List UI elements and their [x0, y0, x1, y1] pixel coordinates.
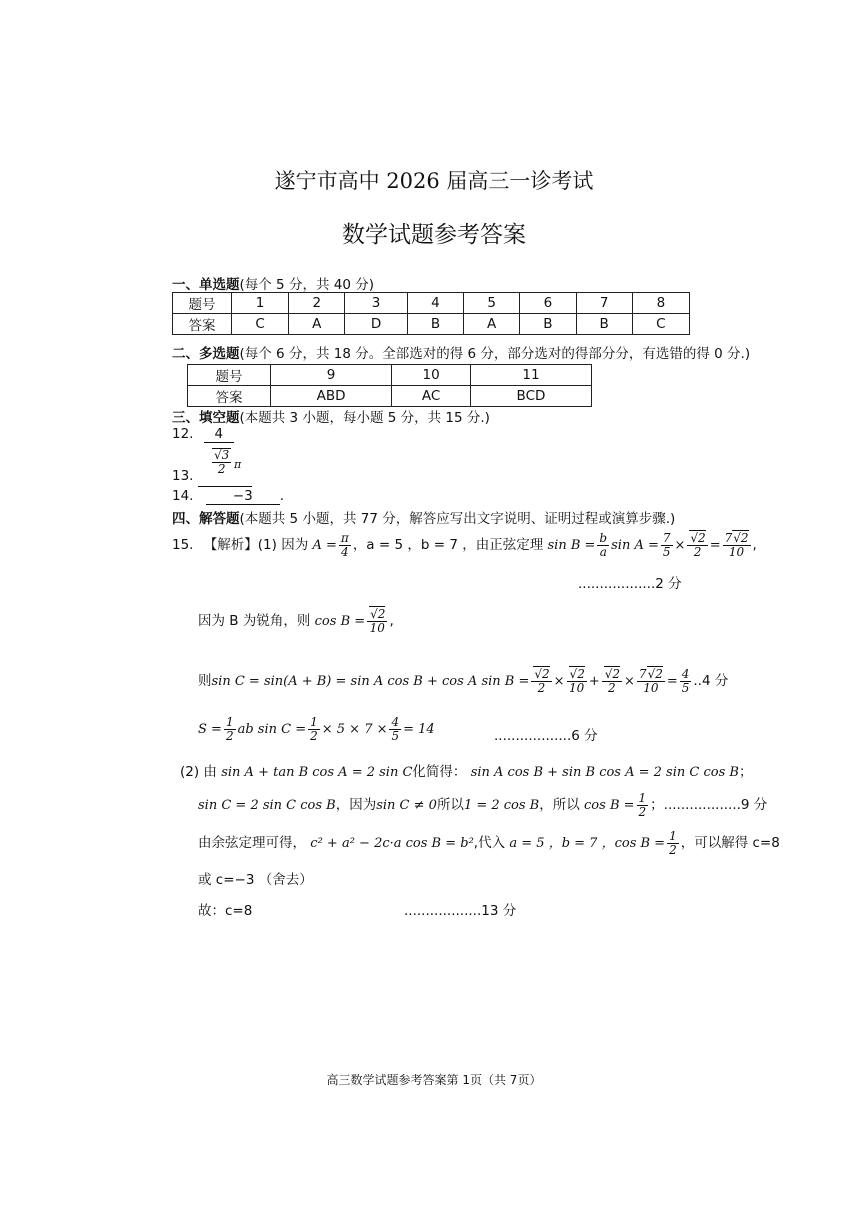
formula: $\frac{√2}{10}$ — [567, 668, 587, 694]
multi-choice-answer-table — [187, 364, 592, 407]
formula: cos B = — [314, 614, 366, 630]
table-cell: B — [576, 314, 632, 335]
table-cell: ABD — [271, 386, 392, 407]
table-cell: 1 — [232, 293, 289, 314]
q15-reject-line: 或 c=−3 （舍去） — [198, 872, 313, 888]
q15-part2-text1: 化简得： — [412, 764, 467, 780]
section2-note: (每个 6 分，共 18 分。全部选对的得 6 分，部分选对的得部分分，有选错的得 0 分.) — [239, 346, 751, 362]
formula: c² + a² − 2c·a cos B = b² — [310, 836, 474, 852]
table-cell: A — [289, 314, 345, 335]
section1-title: 一、单选题 — [172, 277, 240, 293]
formula: $\frac{√2}{2}$ — [602, 668, 622, 694]
formula: sin C = sin(A + B) = sin A cos B + cos A sin B = — [211, 674, 530, 690]
formula: $\frac{\pi}{4}$ — [340, 531, 349, 559]
q15-step3-prefix: 则 — [198, 673, 212, 690]
fill-answer-12 — [172, 426, 234, 443]
formula: sin A + tan B cos A = 2 sin C — [221, 765, 413, 780]
page-footer: 高三数学试题参考答案第 1页（共 7页） — [326, 1073, 542, 1087]
score-mark: ..4 分 — [693, 673, 729, 690]
table-cell: 题号 — [173, 293, 232, 314]
formula: $\frac{√2}{10}$ — [367, 608, 387, 634]
answer-period: . — [279, 488, 285, 504]
section1-note: (每个 5 分，共 40 分) — [239, 277, 374, 293]
table-row — [173, 293, 690, 314]
formula: $\frac{1}{2}$ — [225, 715, 234, 743]
formula: $\frac{7√2}{10}$ — [724, 531, 749, 559]
formula: = 14 — [403, 722, 435, 738]
formula: sin C ≠ 0 — [376, 798, 437, 814]
q15-tag: 【解析】(1) 因为 — [203, 537, 309, 554]
answer-fraction — [212, 448, 231, 475]
formula: 1 = 2 cos B — [463, 798, 540, 814]
table-cell: C — [232, 314, 289, 335]
section2-title: 二、多选题 — [172, 346, 240, 362]
score-mark: ..................13 分 — [404, 903, 517, 919]
single-choice-answer-table — [172, 292, 690, 335]
section3-note: (本题共 3 小题，每小题 5 分，共 15 分.) — [239, 410, 490, 426]
answer-blank — [198, 446, 252, 487]
formula: × — [674, 538, 686, 554]
table-cell: 5 — [464, 293, 520, 314]
formula: $\frac{7√2}{10}$ — [638, 667, 663, 695]
table-cell: 9 — [271, 365, 392, 386]
table-cell: 2 — [289, 293, 345, 314]
section4-note: (本题共 5 小题，共 77 分，解答应写出文字说明、证明过程或演算步骤.) — [239, 511, 676, 527]
table-cell: D — [345, 314, 408, 335]
q15-part2-text2: ，因为 — [335, 797, 377, 814]
table-cell: B — [407, 314, 463, 335]
section4-heading — [172, 507, 675, 527]
q15-cos-text3: ，可以解得 c=8 — [680, 835, 780, 852]
q15-step2-text: 因为 B 为锐角，则 — [198, 613, 311, 630]
table-cell: 11 — [470, 365, 591, 386]
table-row — [188, 365, 592, 386]
q15-cos-text2: ,代入 — [473, 835, 506, 852]
table-row — [173, 314, 690, 335]
formula: $\frac{4}{5}$ — [681, 667, 690, 695]
formula: × 5 × 7 × — [321, 722, 388, 738]
q15-area-line — [198, 716, 435, 742]
q15-simplify-line — [198, 792, 767, 818]
table-cell: A — [464, 314, 520, 335]
q15-cosine-law-line — [198, 830, 780, 856]
table-cell: BCD — [470, 386, 591, 407]
q15-given-line: 15. 【解析】(1) 因为 A = $\frac{\pi}{4}$ ，a = 5 ，b = 7 ，由正弦定理 sin B = $\frac{b}{a}$ sin A = $\frac{7}{5}$ × $\frac{√2}{2}$ = $\frac{7√2}{10}$ , — [172, 531, 757, 559]
formula: sin B = — [547, 538, 596, 554]
section2-heading — [172, 342, 750, 362]
section4-title: 四、解答题 — [172, 511, 240, 527]
question-number: 14. — [172, 488, 194, 504]
table-cell: B — [520, 314, 576, 335]
formula: $\frac{7}{5}$ — [662, 531, 671, 559]
question-number: 15. — [172, 537, 194, 554]
formula: = — [709, 538, 721, 554]
q15-part2-text4: ，所以 — [539, 797, 580, 814]
formula: $\frac{1}{2}$ — [638, 791, 647, 819]
table-cell: 10 — [392, 365, 471, 386]
table-cell: 题号 — [188, 365, 271, 386]
exam-title: 遂宁市高中 2026 届高三一诊考试 — [274, 169, 594, 193]
table-row — [188, 386, 592, 407]
question-number: 13. — [172, 468, 194, 484]
score-mark: ..................6 分 — [494, 728, 598, 744]
table-cell: 7 — [576, 293, 632, 314]
q15-cosb-line: 因为 B 为锐角，则 cos B = $\frac{√2}{10}$ , — [198, 607, 394, 635]
q15-given-mid: ，a = 5 ，b = 7 ，由正弦定理 — [352, 537, 544, 554]
section3-title: 三、填空题 — [172, 410, 240, 426]
table-cell: AC — [392, 386, 471, 407]
fraction-numerator: √3 — [214, 448, 230, 462]
q15-cos-text1: 由余弦定理可得， — [198, 835, 306, 852]
answer-value: −3 — [206, 488, 280, 505]
question-number: 12. — [172, 426, 194, 442]
table-cell: 3 — [345, 293, 408, 314]
formula: $\frac{1}{2}$ — [669, 829, 677, 857]
formula: ab sin C = — [237, 722, 307, 738]
formula: cos B = — [584, 798, 635, 814]
q15-sinc-line: 则sin C = sin(A + B) = sin A cos B + cos A sin B = $\frac{√2}{2}$ × $\frac{√2}{10}$ + $\frac{√2}{2}$ × $\frac{7√2}{10}$ = $\frac{4}{5}$ ..4 分 — [198, 667, 729, 695]
pi-symbol: π — [234, 458, 242, 471]
formula: $\frac{√2}{2}$ — [687, 532, 707, 558]
answer-value: 4 — [204, 426, 234, 443]
table-cell: 答案 — [188, 386, 271, 407]
score-mark: ；..................9 分 — [650, 797, 768, 814]
q15-final-line: 故：c=8 — [198, 903, 253, 919]
fraction-denominator: 2 — [217, 461, 226, 476]
formula: $\frac{1}{2}$ — [310, 715, 318, 743]
fill-answer-14 — [172, 488, 284, 505]
section3-heading — [172, 406, 490, 426]
table-cell: 答案 — [173, 314, 232, 335]
formula: S = — [198, 722, 222, 738]
formula: sin A = — [611, 538, 659, 554]
table-cell: 8 — [632, 293, 689, 314]
formula: $\frac{√2}{2}$ — [531, 668, 551, 694]
table-cell: C — [632, 314, 689, 335]
q15-part2-label: (2) 由 — [180, 764, 217, 780]
section1-heading — [172, 273, 374, 293]
q15-part2-text3: 所以 — [436, 797, 464, 814]
score-mark: ..................2 分 — [578, 576, 682, 592]
document-subtitle: 数学试题参考答案 — [342, 222, 526, 248]
formula: A = — [312, 538, 337, 554]
table-cell: 6 — [520, 293, 576, 314]
formula: a = 5 ，b = 7 ，cos B = — [509, 836, 666, 852]
formula: sin C = 2 sin C cos B — [198, 798, 336, 814]
formula: $\frac{4}{5}$ — [391, 715, 400, 743]
formula: sin A cos B + sin B cos A = 2 sin C cos B — [470, 765, 739, 780]
formula: $\frac{b}{a}$ — [599, 531, 608, 559]
table-cell: 4 — [407, 293, 463, 314]
q15-part2-line: (2) 由 sin A + tan B cos A = 2 sin C化简得： sin A cos B + sin B cos A = 2 sin C cos B； — [180, 764, 753, 780]
